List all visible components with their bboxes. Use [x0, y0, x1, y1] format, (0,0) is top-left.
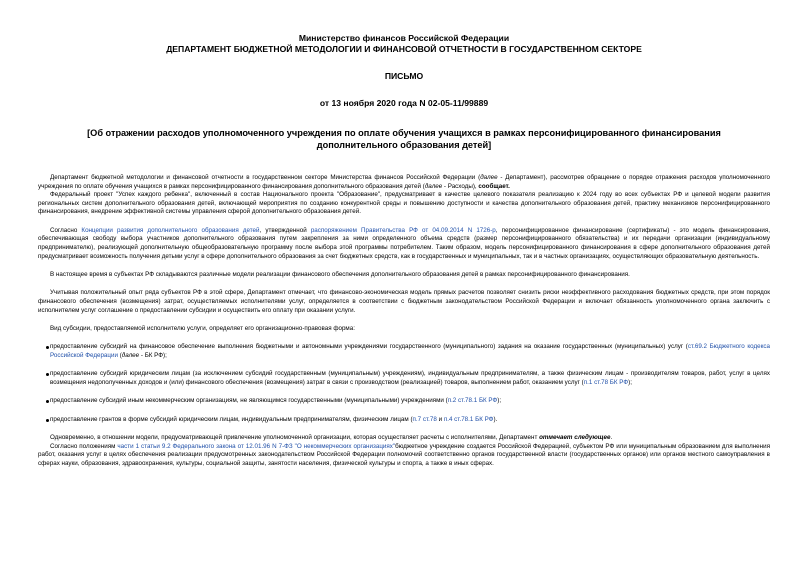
link-concept[interactable]: Концепции развития дополнительного образования детей	[81, 226, 260, 234]
document-header	[38, 0, 770, 151]
link-federal-law-7fz[interactable]: части 1 статьи 9.2 Федерального закона от 12.01.96 N 7-ФЗ "О некоммерческих организациях"	[117, 442, 396, 450]
document-subject: [Об отражении расходов уполномоченного учреждения по оплате обучения учащихся в рамках персонифицированного финансирования дополнительного образования детей]	[87, 128, 721, 150]
link-budget-code-69-2[interactable]: ст.69.2 Бюджетного кодекса Российской Федерации	[50, 343, 770, 359]
paragraph-experience: Учитывая положительный опыт ряда субъектов РФ в этой сфере, Департамент отмечает, что финансово-экономическая модель прямых расчетов позволяет снизить риски неэффективного расходования бюджетных средств, при этом порядок финансового обеспечения (возмещения) затрат, осуществляемых исполнителями услуг, определяется в соответствии с бюджетным законодательством Российской Федерации и включает обязанность уполномоченного органа заключить с исполнителем услуг соглашение о предоставлении субсидии и осуществить его оплату при оказании услуги.	[38, 289, 770, 314]
list-item: предоставление субсидий на финансовое обеспечение выполнения бюджетными и автономными учреждениями государственного (муниципального) задания на оказание государственных (муниципальных) услуг (ст.69.2 Бюджетного кодекса Российской Федерации (далее - БК РФ);	[38, 343, 770, 360]
bullet-icon	[46, 346, 49, 349]
paragraph-subsidy-type: Вид субсидии, предоставляемой исполнителю услуги, определяет его организационно-правовая форма:	[50, 324, 355, 332]
bullet-icon	[46, 373, 49, 376]
paragraph-federal-project: Федеральный проект "Успех каждого ребенка", включенный в состав Национального проекта "Образование", предусматривает в качестве целевого показателя реализацию к 2024 году во всех субъектах РФ и целевой модели развития региональных систем дополнительного образования детей, включающей мероприятия по созданию конкурентной среды и повышению доступности и качества дополнительного образования детей, практику механизмов персонифицированного финансирования, внедрение эффективной системы управления сферой дополнительного образования детей.	[38, 191, 770, 216]
link-budget-code-78-1[interactable]: п.1 ст.78 БК РФ	[583, 378, 629, 386]
bullet-icon	[46, 400, 49, 403]
paragraph-models: В настоящее время в субъектах РФ складываются различные модели реализации финансового обеспечения дополнительного образования детей в рамках персонифицированного финансирования.	[50, 270, 630, 278]
list-item: предоставление субсидий иным некоммерческим организациям, не являющимся государственными (муниципальными) учреждениями (п.2 ст.78.1 БК РФ);	[38, 397, 770, 406]
list-item: предоставление субсидий юридическим лицам (за исключением субсидий государственным (муниципальным) учреждениям), индивидуальным предпринимателям, а также физическим лицам - производителям товаров, работ, услуг в целях возмещения недополученных доходов и (или) финансового обеспечения (возмещения) затрат в связи с производством (реализацией) товаров, выполнением работ, оказанием услуг (п.1 ст.78 БК РФ);	[38, 370, 770, 387]
document-body	[38, 174, 770, 468]
list-item: предоставление грантов в форме субсидий юридическим лицам, индивидуальным предпринимателям, физическим лицам (п.7 ст.78 и п.4 ст.78.1 БК РФ).	[38, 416, 770, 425]
paragraph-intro: Департамент бюджетной методологии и финансовой отчетности в государственном секторе Министерства финансов Российской Федерации (далее - Департамент), рассмотрев обращение о порядке отражения расходов уполномоченного учреждения по оплате обучения учащихся в рамках персонифицированного финансирования дополнительного образования детей (далее - Расходы), сообщает.	[38, 174, 770, 190]
paragraph-authorized-org: Одновременно, в отношении модели, предусматривающей привлечение уполномоченной организации, которая осуществляет расчеты с исполнителями, Департамент отмечает следующее.	[50, 434, 613, 442]
link-government-order[interactable]: распоряжением Правительства РФ от 04.09.2014 N 1726-р	[310, 226, 496, 234]
document-type: ПИСЬМО	[384, 71, 424, 81]
link-budget-code-78-1-4[interactable]: п.4 ст.78.1 БК РФ	[443, 415, 494, 423]
department-name: ДЕПАРТАМЕНТ БЮДЖЕТНОЙ МЕТОДОЛОГИИ И ФИНАНСОВОЙ ОТЧЕТНОСТИ В ГОСУДАРСТВЕННОМ СЕКТОРЕ	[166, 44, 642, 54]
bullet-icon	[46, 419, 49, 422]
link-budget-code-78-7[interactable]: п.7 ст.78	[412, 415, 437, 423]
paragraph-law-reference: Согласно положениям части 1 статьи 9.2 Федерального закона от 12.01.96 N 7-ФЗ "О некоммерческих организациях"бюджетное учреждение создается Российской Федерацией, субъектом РФ или муниципальным образованием для выполнения работ, оказания услуг в целях обеспечения реализации предусмотренных законодательством Российской Федерации полномочий соответственно органов государственной власти (государственных органов) или органов местного самоуправления в сферах науки, образования, здравоохранения, культуры, социальной защиты, занятости населения, физической культуры и спорта, а также в иных сферах.	[38, 442, 770, 467]
ministry-name: Министерство финансов Российской Федерации	[298, 33, 510, 43]
link-budget-code-78-1-2[interactable]: п.2 ст.78.1 БК РФ	[447, 397, 498, 405]
paragraph-concept: Согласно Концепции развития дополнительного образования детей, утвержденной распоряжением Правительства РФ от 04.09.2014 N 1726-р, персонифицированное финансирование (сертификаты) - это модель финансирования, обеспечивающая свободу выбора участников дополнительного образования путем закрепления за ними определенного объема средств (размер персонифицированного обязательства) и их передачи организации (индивидуальному предпринимателю), реализующей дополнительную общеобразовательную программу после выбора этой программы потребителем. Таким образом, модель персонифицированного финансирования в сфере дополнительного образования детей предусматривает возможность получения детьми услуг в сфере дополнительного образования за счет бюджетных средств, как в государственных и муниципальных, так и в частных организациях, осуществляющих образовательную деятельность.	[38, 226, 771, 260]
document-date-number: от 13 ноября 2020 года N 02-05-11/99889	[319, 98, 489, 108]
